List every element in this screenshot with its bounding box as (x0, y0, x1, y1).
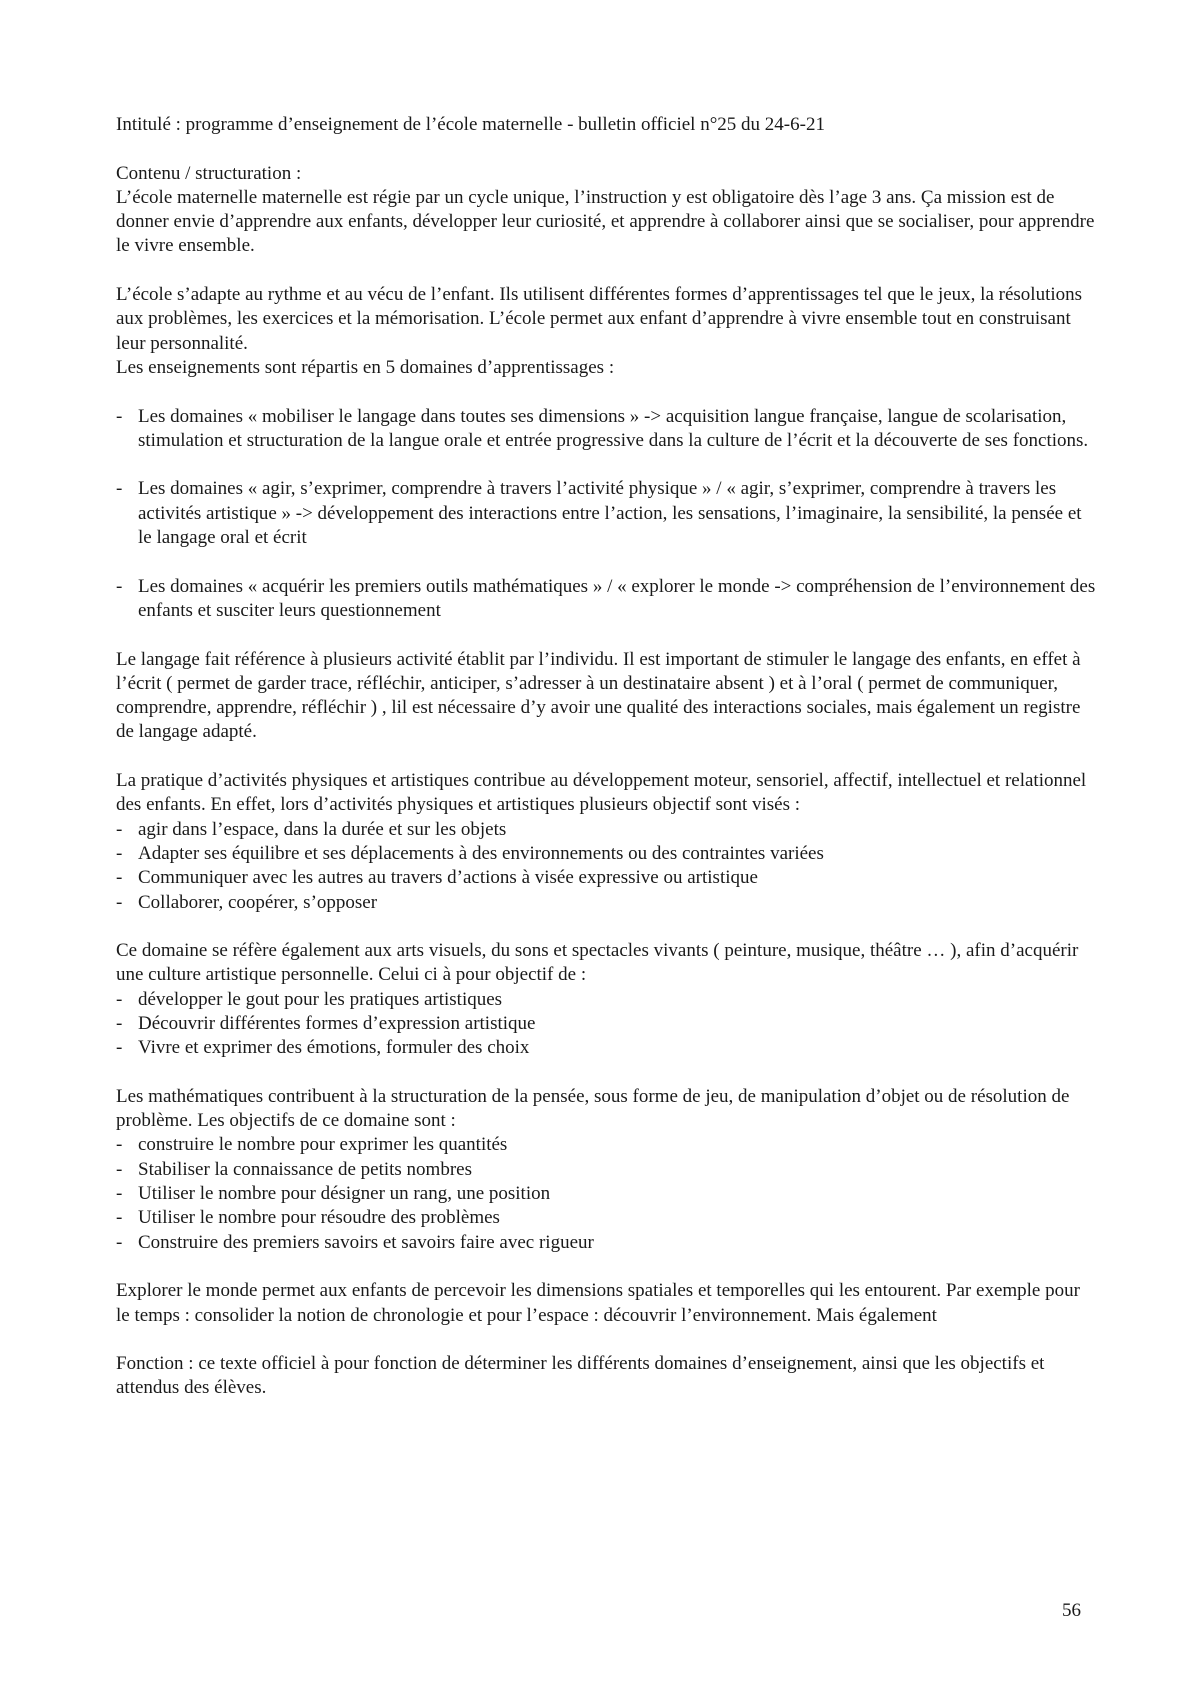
list-item-text: Les domaines « acquérir les premiers outils mathématiques » / « explorer le monde -> compréhension de l’environnement des enfants et susciter leurs questionnement (138, 575, 1096, 621)
dash-bullet: - (116, 1183, 123, 1205)
paragraph-domaines-intro: Les enseignements sont répartis en 5 domaines d’apprentissages : (116, 356, 615, 378)
spacer (116, 915, 1096, 939)
spacer (116, 550, 1096, 574)
dash-bullet: - (116, 478, 123, 500)
dash-bullet: - (116, 1158, 123, 1180)
math-objectives-list (116, 1133, 1096, 1254)
page-number: 56 (1062, 1600, 1081, 1621)
dash-bullet: - (116, 867, 123, 889)
artistic-objectives-list (116, 988, 1096, 1061)
list-item-text: Les domaines « agir, s’exprimer, comprendre à travers l’activité physique » / « agir, s’exprimer, comprendre à travers les activités artistique » -> développement des interactions entre l’action, les sensations, l’imaginaire, la sensibilité, la pensée et le langage oral et écrit (138, 478, 1082, 549)
list-item-text: Découvrir différentes formes d’expression artistique (138, 1012, 536, 1034)
paragraph-explorer-monde: Explorer le monde permet aux enfants de percevoir les dimensions spatiales et temporelles qui les entourent. Par exemple pour le temps : consolider la notion de chronologie et pour l’espace : découvrir l’environnement. Mais également (116, 1280, 1080, 1326)
domains-list (116, 405, 1096, 624)
paragraph-fonction: Fonction : ce texte officiel à pour fonction de déterminer les différents domaines d’enseignement, ainsi que les objectifs et attendus des élèves. (116, 1353, 1045, 1399)
list-item (116, 1133, 1096, 1157)
dash-bullet: - (116, 1231, 123, 1253)
dash-bullet: - (116, 575, 123, 597)
spacer (116, 1061, 1096, 1085)
list-item-text: Stabiliser la connaissance de petits nombres (138, 1158, 472, 1180)
list-item-text: construire le nombre pour exprimer les quantités (138, 1134, 508, 1156)
dash-bullet: - (116, 1037, 123, 1059)
section-heading-contenu: Contenu / structuration : (116, 162, 302, 184)
list-item (116, 405, 1096, 454)
list-item (116, 818, 1096, 842)
list-item (116, 477, 1096, 550)
list-item (116, 1012, 1096, 1036)
list-item-text: Adapter ses équilibre et ses déplacements à des environnements ou des contraintes variées (138, 842, 824, 864)
list-item (116, 575, 1096, 624)
list-item-text: Utiliser le nombre pour désigner un rang, une position (138, 1183, 551, 1205)
dash-bullet: - (116, 818, 123, 840)
dash-bullet: - (116, 842, 123, 864)
spacer (116, 137, 1096, 161)
physical-objectives-list (116, 818, 1096, 915)
list-item (116, 842, 1096, 866)
spacer (116, 1255, 1096, 1279)
list-item (116, 891, 1096, 915)
dash-bullet: - (116, 1134, 123, 1156)
spacer (116, 623, 1096, 647)
list-item-text: développer le gout pour les pratiques artistiques (138, 988, 503, 1010)
document-page (116, 113, 1096, 1401)
title-intitule: Intitulé : programme d’enseignement de l’école maternelle - bulletin officiel n°25 du 24-6-21 (116, 114, 825, 135)
paragraph-arts: Ce domaine se réfère également aux arts visuels, du sons et spectacles vivants ( peinture, musique, théâtre … ), afin d’acquérir une culture artistique personnelle. Celui ci à pour objectif de : (116, 940, 1079, 986)
list-item-text: Utiliser le nombre pour résoudre des problèmes (138, 1207, 500, 1229)
paragraph-langage: Le langage fait référence à plusieurs activité établit par l’individu. Il est important de stimuler le langage des enfants, en effet à l’écrit ( permet de garder trace, réfléchir, anticiper, s’adresser à un destinataire absent ) et à l’oral ( permet de communiquer, comprendre, apprendre, réfléchir ) , lil est nécessaire d’y avoir une qualité des interactions sociales, mais également un registre de langage adapté. (116, 648, 1081, 743)
dash-bullet: - (116, 988, 123, 1010)
list-item (116, 866, 1096, 890)
list-item-text: Vivre et exprimer des émotions, formuler des choix (138, 1037, 530, 1059)
list-item-text: Construire des premiers savoirs et savoirs faire avec rigueur (138, 1231, 594, 1253)
spacer (116, 1328, 1096, 1352)
spacer (116, 745, 1096, 769)
paragraph-rythme: L’école s’adapte au rythme et au vécu de l’enfant. Ils utilisent différentes formes d’apprentissages tel que le jeux, la résolutions aux problèmes, les exercices et la mémorisation. L’école permet aux enfant d’apprendre à vivre ensemble tout en construisant leur personnalité. (116, 284, 1083, 354)
spacer (116, 259, 1096, 283)
spacer (116, 380, 1096, 404)
list-item-text: Communiquer avec les autres au travers d’actions à visée expressive ou artistique (138, 867, 758, 889)
dash-bullet: - (116, 1207, 123, 1229)
list-item (116, 1182, 1096, 1206)
list-item (116, 1206, 1096, 1230)
paragraph-intro: L’école maternelle maternelle est régie par un cycle unique, l’instruction y est obligatoire dès l’age 3 ans. Ça mission est de donner envie d’apprendre aux enfants, développer leur curiosité, et apprendre à collaborer ainsi que se socialiser, pour apprendre le vivre ensemble. (116, 186, 1095, 257)
paragraph-activites-physiques: La pratique d’activités physiques et artistiques contribue au développement moteur, sensoriel, affectif, intellectuel et relationnel des enfants. En effet, lors d’activités physiques et artistiques plusieurs objectif sont visés : (116, 770, 1087, 816)
list-item-text: Collaborer, coopérer, s’opposer (138, 891, 378, 913)
list-item (116, 1036, 1096, 1060)
list-item (116, 988, 1096, 1012)
dash-bullet: - (116, 405, 123, 427)
list-item-text: agir dans l’espace, dans la durée et sur les objets (138, 818, 507, 840)
dash-bullet: - (116, 1012, 123, 1034)
dash-bullet: - (116, 891, 123, 913)
list-item (116, 1158, 1096, 1182)
list-item-text: Les domaines « mobiliser le langage dans toutes ses dimensions » -> acquisition langue française, langue de scolarisation, stimulation et structuration de la langue orale et entrée progressive dans la culture de l’écrit et la découverte de ses fonctions. (138, 405, 1089, 451)
spacer (116, 453, 1096, 477)
list-item (116, 1231, 1096, 1255)
paragraph-mathematiques: Les mathématiques contribuent à la structuration de la pensée, sous forme de jeu, de manipulation d’objet ou de résolution de problème. Les objectifs de ce domaine sont : (116, 1085, 1070, 1132)
